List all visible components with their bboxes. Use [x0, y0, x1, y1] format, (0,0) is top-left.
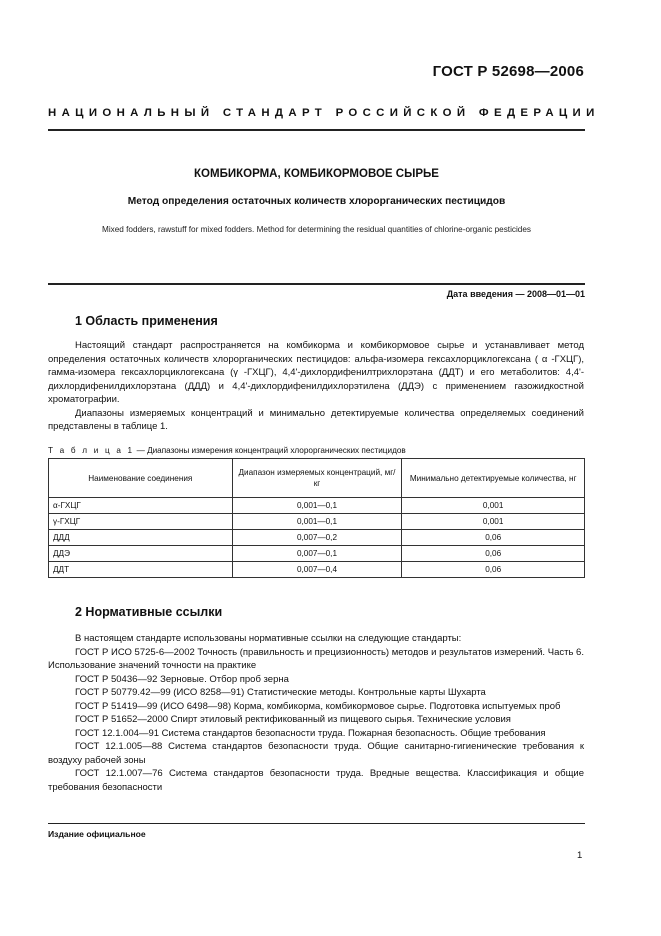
compound-name-cell: γ-ГХЦГ — [49, 514, 233, 530]
min-quantity-cell: 0,001 — [402, 514, 585, 530]
min-quantity-cell: 0,06 — [402, 530, 585, 546]
range-cell: 0,007—0,4 — [232, 562, 402, 578]
table-row — [49, 498, 585, 514]
column-header: Наименование соединения — [49, 459, 233, 498]
page-number: 1 — [577, 850, 583, 861]
national-standard-banner: НАЦИОНАЛЬНЫЙ СТАНДАРТ РОССИЙСКОЙ ФЕДЕРАЦИИ — [48, 107, 600, 119]
column-header: Минимально детектируемые количества, нг — [402, 459, 585, 498]
table-1-caption — [48, 446, 406, 455]
column-header: Диапазон измеряемых концентраций, мг/кг — [232, 459, 402, 498]
top-divider — [48, 129, 585, 131]
compound-name-cell: ДДД — [49, 530, 233, 546]
section-1-paragraph: Настоящий стандарт распространяется на комбикорма и комбикормовое сырье и устанавливает метод определения остаточных количеств хлорорганических пестицидов: альфа-изомера гексахлорциклогексана ( α -ГХЦГ), гамма-изомера гексахлорциклогексана (γ -ГХЦГ), 4,4'-дихлордифенилтрихлорэтана (ДДТ) и его метаболитов: 4,4'-дихлордифенилдихлорэтана (ДДД) и 4,4'-дихлордифенилдихлорэтилена (ДДЭ) с применением газожидкостной хроматографии. — [48, 340, 584, 405]
table-row — [49, 514, 585, 530]
reference-item: ГОСТ 12.1.005—88 Система стандартов безопасности труда. Общие санитарно-гигиенические требования к воздуху рабочей зоны — [48, 741, 584, 766]
footer-divider — [48, 823, 585, 824]
range-cell: 0,001—0,1 — [232, 498, 402, 514]
reference-item: ГОСТ Р 50436—92 Зерновые. Отбор проб зерна — [75, 673, 289, 685]
table-1-caption-label: Т а б л и ц а 1 — [48, 446, 135, 455]
document-subtitle: Метод определения остаточных количеств хлорорганических пестицидов — [127, 196, 506, 207]
reference-item: ГОСТ 12.1.007—76 Система стандартов безопасности труда. Вредные вещества. Классификация и общие требования безопасности — [48, 768, 584, 793]
min-quantity-cell: 0,06 — [402, 562, 585, 578]
table-row — [49, 530, 585, 546]
gost-number: ГОСТ Р 52698—2006 — [432, 63, 584, 80]
min-quantity-cell: 0,06 — [402, 546, 585, 562]
compound-name-cell: ДДТ — [49, 562, 233, 578]
section-1-body — [48, 339, 584, 434]
title-divider — [48, 283, 585, 285]
table-1-caption-text: — Диапазоны измерения концентраций хлорорганических пестицидов — [134, 446, 406, 455]
section-2-heading: 2 Нормативные ссылки — [75, 605, 223, 619]
reference-item: ГОСТ Р ИСО 5725-6—2002 Точность (правильность и прецизионность) методов и результатов измерений. Часть 6. Использование значений точности на практике — [48, 646, 584, 671]
document-title: КОМБИКОРМА, КОМБИКОРМОВОЕ СЫРЬЕ — [194, 168, 439, 180]
reference-item: ГОСТ 12.1.004—91 Система стандартов безопасности труда. Пожарная безопасность. Общие требования — [75, 727, 546, 739]
introduction-date: Дата введения — 2008—01—01 — [446, 289, 585, 299]
official-edition-note: Издание официальное — [48, 829, 146, 839]
table-1 — [48, 458, 585, 578]
min-quantity-cell: 0,001 — [402, 498, 585, 514]
table-row — [49, 546, 585, 562]
range-cell: 0,001—0,1 — [232, 514, 402, 530]
reference-item: ГОСТ Р 51419—99 (ИСО 6498—98) Корма, комбикорма, комбикормовое сырье. Подготовка испытуемых проб — [75, 700, 561, 712]
section-1-heading: 1 Область применения — [75, 314, 218, 328]
reference-item: ГОСТ Р 50779.42—99 (ИСО 8258—91) Статистические методы. Контрольные карты Шухарта — [75, 687, 486, 698]
reference-intro: В настоящем стандарте использованы нормативные ссылки на следующие стандарты: — [75, 633, 462, 644]
normative-references — [48, 632, 584, 794]
table-header-row — [49, 459, 585, 498]
section-1-paragraph: Диапазоны измеряемых концентраций и минимально детектируемые количества определяемых соединений представлены в таблице 1. — [48, 407, 584, 432]
reference-item: ГОСТ Р 51652—2000 Спирт этиловый ректификованный из пищевого сырья. Технические условия — [75, 714, 511, 725]
compound-name-cell: α-ГХЦГ — [49, 498, 233, 514]
table-row — [49, 562, 585, 578]
compound-name-cell: ДДЭ — [49, 546, 233, 562]
range-cell: 0,007—0,1 — [232, 546, 402, 562]
english-title: Mixed fodders, rawstuff for mixed fodders. Method for determining the residual quantities of chlorine-organic pesticides — [102, 225, 531, 234]
range-cell: 0,007—0,2 — [232, 530, 402, 546]
